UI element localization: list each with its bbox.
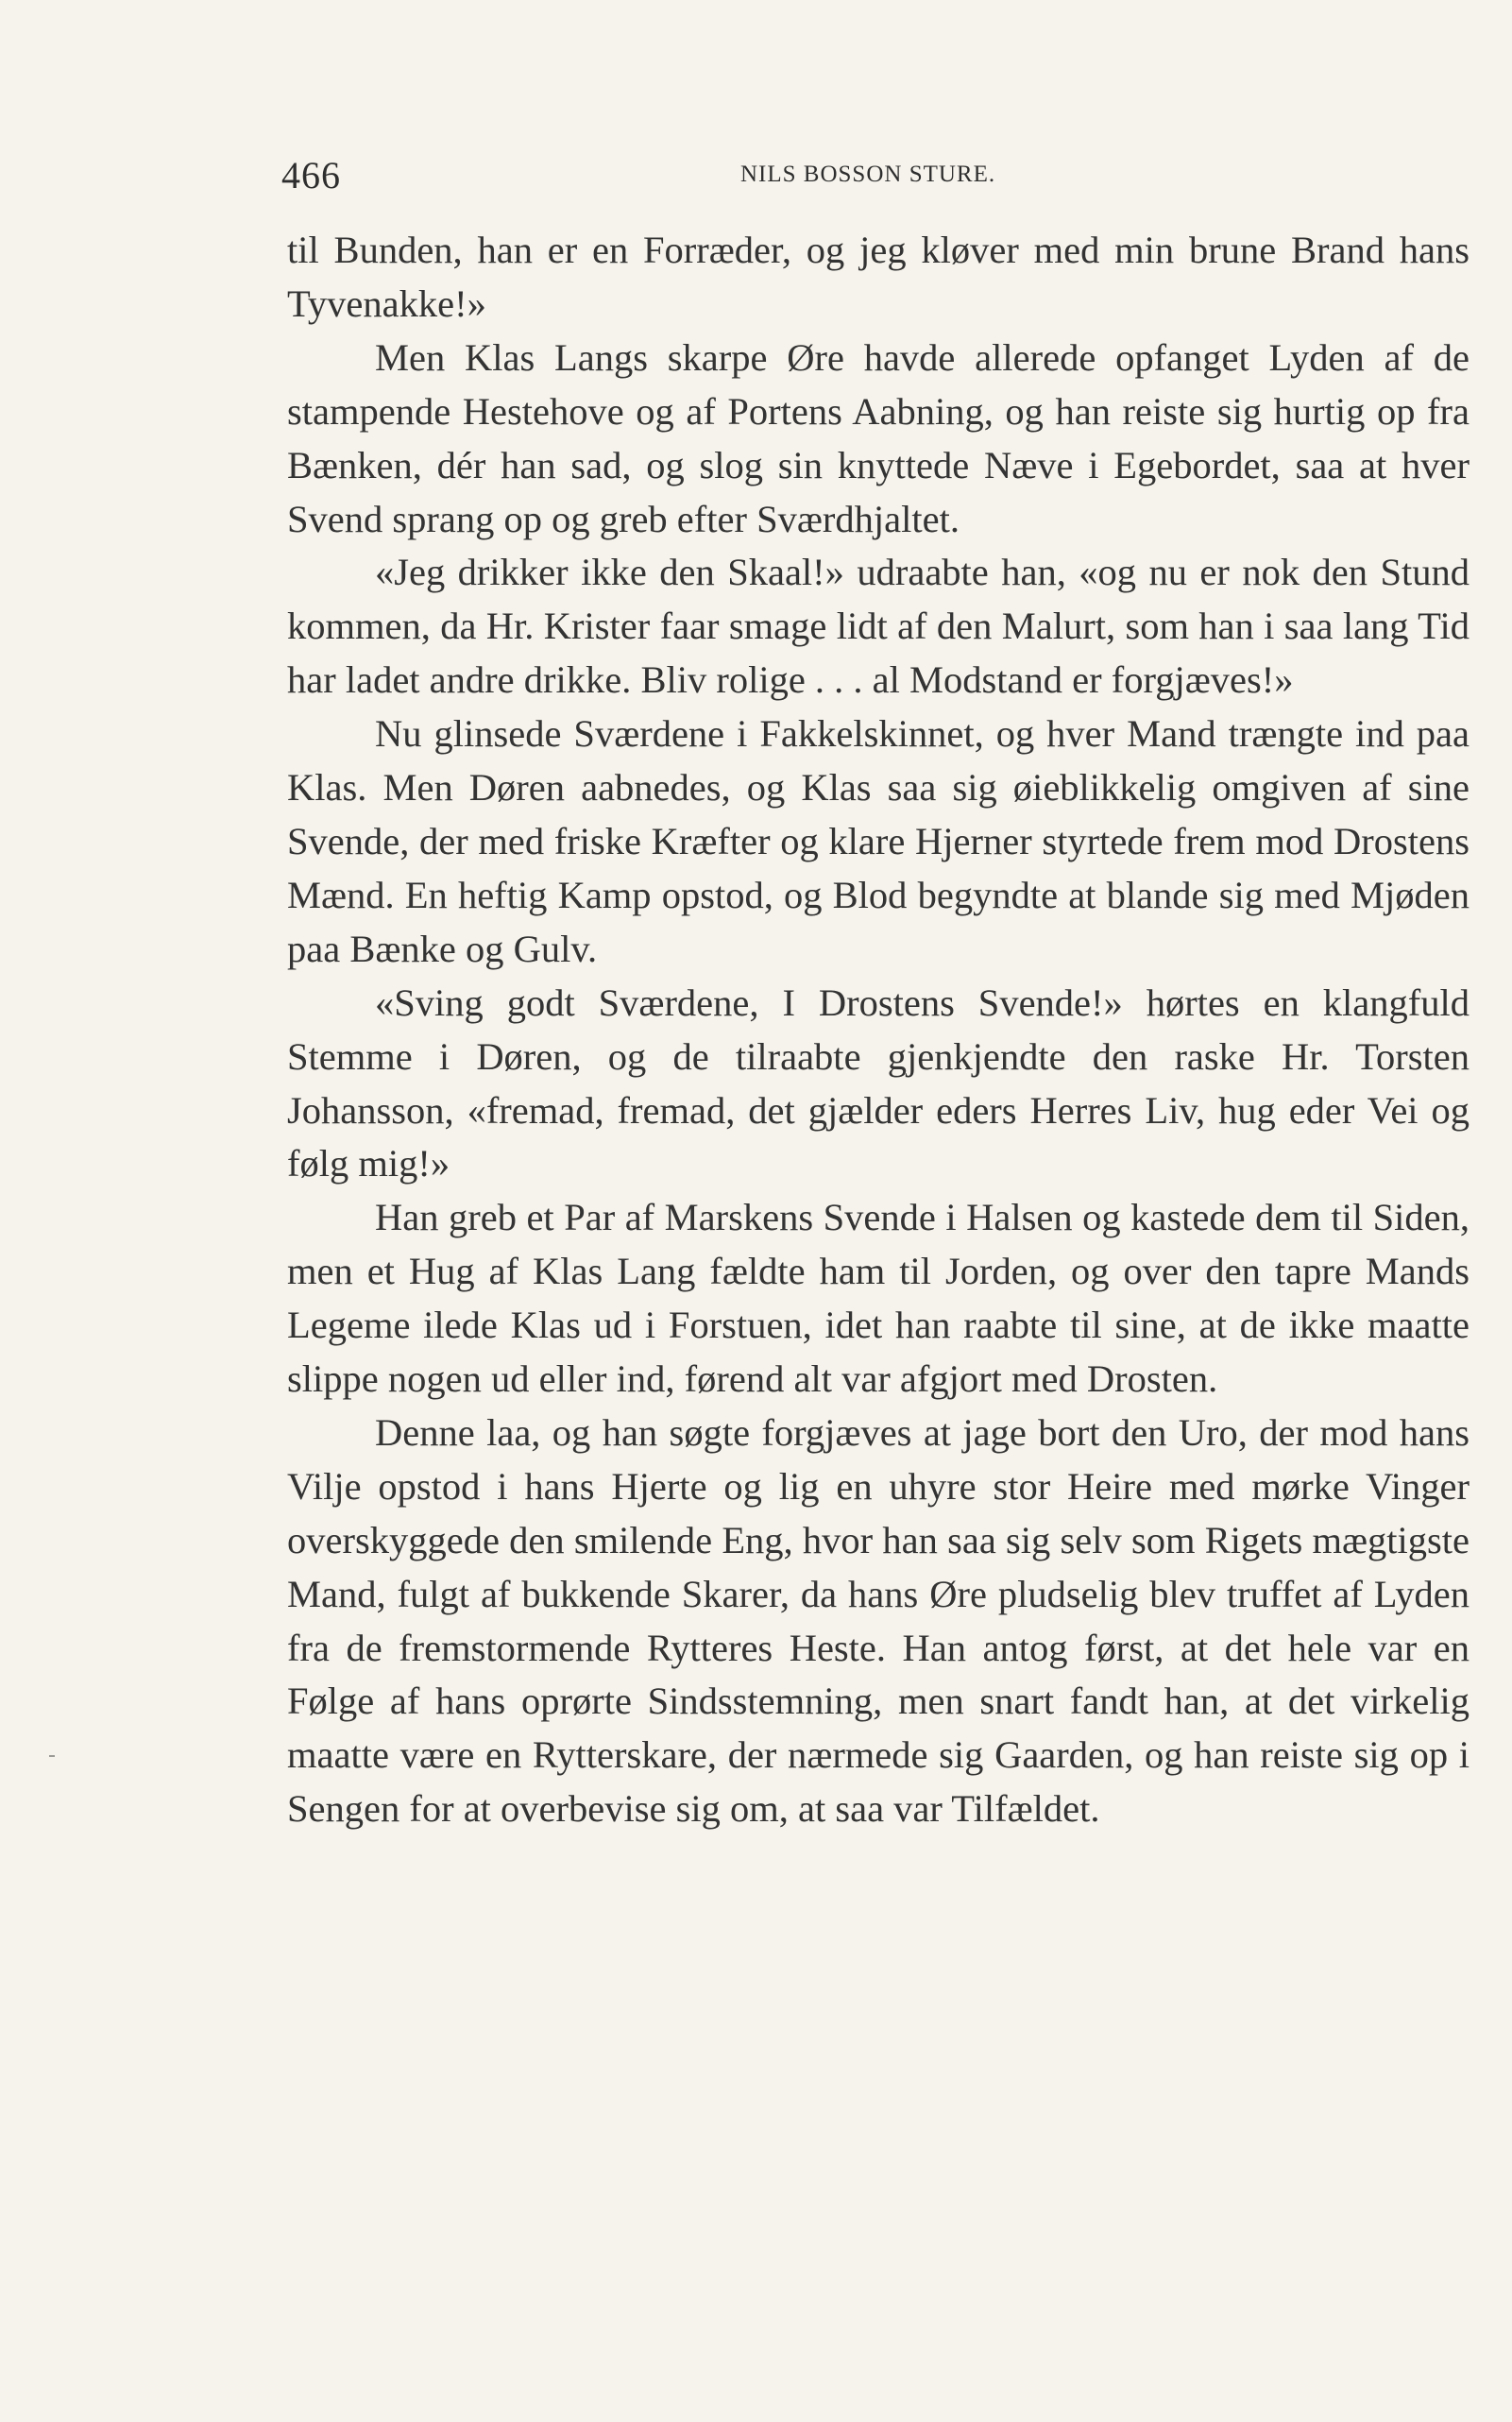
paragraph: Nu glinsede Sværdene i Fakkelskinnet, og hver Mand trængte ind paa Klas. Men Døren aabnedes, og Klas saa sig øieblikkelig omgiven af sine Svende, der med friske Kræfter og klare Hjerner styrtede frem mod Drostens Mænd. En heftig Kamp opstod, og Blod begyndte at blande sig med Mjøden paa Bænke og Gulv. [287, 712, 1470, 970]
paragraph-continued: til Bunden, han er en Forræder, og jeg kløver med min brune Brand hans Tyvenakke!» [287, 229, 1470, 325]
page-header [281, 151, 1470, 208]
paper-speck [49, 1755, 55, 1757]
paragraph: «Jeg drikker ikke den Skaal!» udraabte han, «og nu er nok den Stund kommen, da Hr. Krister faar smage lidt af den Malurt, som han i saa lang Tid har ladet andre drikke. Bliv rolige . . . al Modstand er forgjæves!» [287, 551, 1470, 702]
page-number: 466 [281, 154, 341, 196]
body-text [287, 224, 1470, 1836]
running-title: NILS BOSSON STURE. [740, 162, 996, 187]
paragraph: Denne laa, og han søgte forgjæves at jage bort den Uro, der mod hans Vilje opstod i hans Hjerte og lig en uhyre stor Heire med mørke Vinger overskyggede den smilende Eng, hvor han saa sig selv som Rigets mægtigste Mand, fulgt af bukkende Skarer, da hans Øre pludselig blev truffet af Lyden fra de fremstormende Rytteres Heste. Han antog først, at det hele var en Følge af hans oprørte Sindsstemning, men snart fandt han, at det virkelig maatte være en Rytterskare, der nærmede sig Gaarden, og han reiste sig op i Sengen for at overbevise sig om, at saa var Tilfældet. [287, 1410, 1470, 1831]
paragraph: Han greb et Par af Marskens Svende i Halsen og kastede dem til Siden, men et Hug af Klas Lang fældte ham til Jorden, og over den tapre Mands Legeme ilede Klas ud i Forstuen, idet han raabte til sine, at de ikke maatte slippe nogen ud eller ind, førend alt var afgjort med Drosten. [287, 1196, 1470, 1401]
paragraph: Men Klas Langs skarpe Øre havde allerede opfanget Lyden af de stampende Hestehove og af Portens Aabning, og han reiste sig hurtig op fra Bænken, dér han sad, og slog sin knyttede Næve i Egebordet, saa at hver Svend sprang op og greb efter Sværdhjaltet. [287, 335, 1470, 540]
paragraph: «Sving godt Sværdene, I Drostens Svende!» hørtes en klangfuld Stemme i Døren, og de tilraabte gjenkjendte den raske Hr. Torsten Johansson, «fremad, fremad, det gjælder eders Herres Liv, hug eder Vei og følg mig!» [287, 981, 1470, 1185]
